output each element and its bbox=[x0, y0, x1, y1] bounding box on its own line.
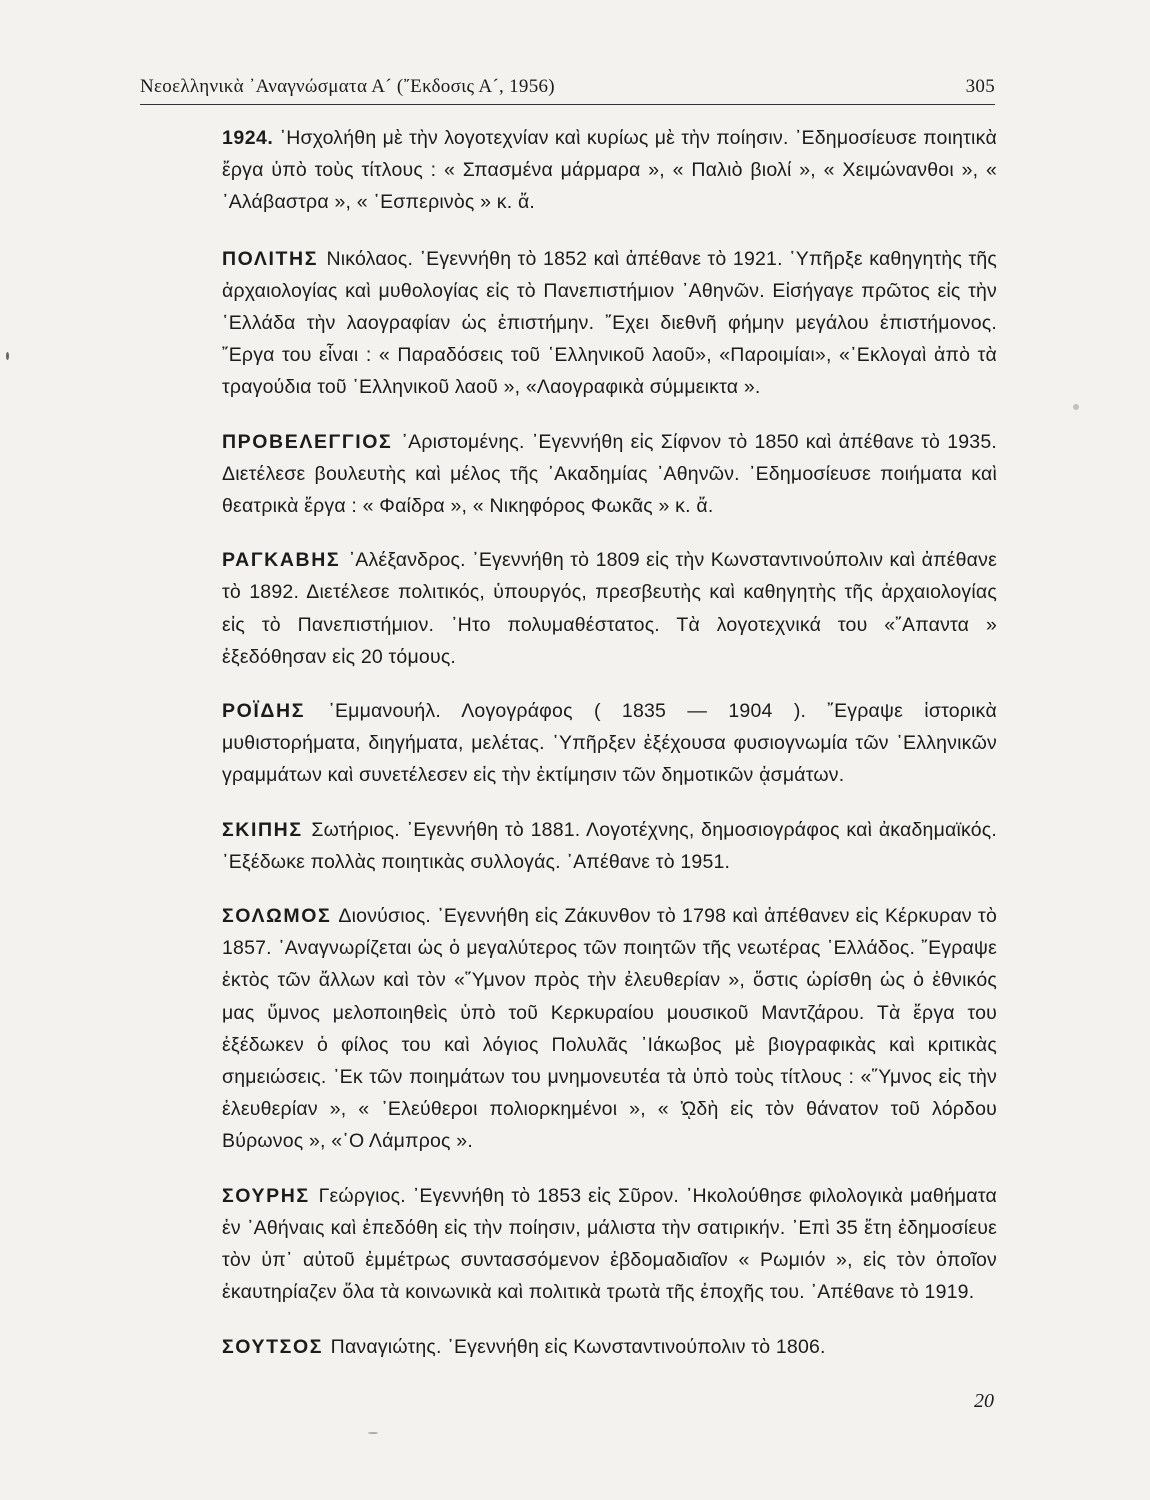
entry-name: ΣΚΙΠΗΣ bbox=[222, 818, 303, 841]
entry-text: Διονύσιος. ᾿Εγεννήθη εἰς Ζάκυνθον τὸ 1798 καὶ ἀπέθανεν εἰς Κέρκυραν τὸ 1857. ᾿Αναγνωρίζεται ὡς ὁ μεγαλύτερος τῶν ποιητῶν τῆς νεωτέρας ῾Ελλάδος. ῎Εγραψε ἐκτὸς τῶν ἄλλων καὶ τὸν «῞Υμνον πρὸς τὴν ἐλευθερίαν », ὅστις ὡρίσθη ὡς ὁ ἐθνικός μας ὕμνος μελοποιηθεὶς ὑπὸ τοῦ Κερκυραίου μουσικοῦ Μαντζάρου. Τὰ ἔργα του ἐξέδωκεν ὁ φίλος του καὶ λόγιος Πολυλᾶς ᾿Ιάκωβος μὲ βιογραφικὰς καὶ κριτικὰς σημειώσεις. ᾿Εκ τῶν ποιημάτων του μνημονευτέα τὰ ὑπὸ τοὺς τίτλους : «῞Υμνος εἰς τὴν ἐλευθερίαν », « ᾿Ελεύθεροι πολιορκημένοι », « ᾨδὴ εἰς τὸν θάνατον τοῦ λόρδου Βύρωνος », «῾Ο Λάμπρος ». bbox=[222, 905, 997, 1153]
speck bbox=[6, 352, 9, 360]
entry-text: Σωτήριος. ᾿Εγεννήθη τὸ 1881. Λογοτέχνης, δημοσιογράφος καὶ ἀκαδημαϊκός. ᾿Εξέδωκε πολλὰς ποιητικὰς συλλογάς. ᾿Απέθανε τὸ 1951. bbox=[222, 818, 998, 873]
signature-mark: 20 bbox=[974, 1390, 994, 1412]
entry-name: ΣΟΛΩΜΟΣ bbox=[222, 905, 332, 928]
running-title: Νεοελληνικὰ ᾿Αναγνώσματα Α´ (῎Εκδοσις Α´, 1956) bbox=[140, 76, 555, 97]
entry-solomos bbox=[222, 900, 997, 1158]
entry-name: ΠΡΟΒΕΛΕΓΓΙΟΣ bbox=[222, 430, 393, 453]
intro-paragraph bbox=[222, 122, 997, 219]
entry-politis bbox=[222, 243, 997, 404]
speck bbox=[1073, 404, 1079, 410]
entry-name: ΠΟΛΙΤΗΣ bbox=[222, 247, 319, 270]
entry-name: ΡΟΪΔΗΣ bbox=[222, 700, 305, 723]
entry-name: ΣΟΥΡΗΣ bbox=[222, 1184, 310, 1207]
entry-text: ᾿Αριστομένης. ᾿Εγεννήθη εἰς Σίφνον τὸ 1850 καὶ ἀπέθανε τὸ 1935. Διετέλεσε βουλευτὴς καὶ μέλος τῆς ᾿Ακαδημίας ᾿Αθηνῶν. ᾿Εδημοσίευσε ποιήματα καὶ θεατρικὰ ἔργα : « Φαίδρα », « Νικηφόρος Φωκᾶς » κ. ἄ. bbox=[222, 430, 997, 518]
running-header bbox=[140, 76, 995, 98]
entry-text: ᾿Εμμανουήλ. Λογογράφος ( 1835 — 1904 ). ῎Εγραψε ἱστορικὰ μυθιστορήματα, διηγήματα, μελέτας. ῾Υπῆρξεν ἐξέχουσα φυσιογνωμία τῶν ῾Ελληνικῶν γραμμάτων καὶ συνετέλεσεν εἰς τὴν ἐκτίμησιν τῶν δημοτικῶν ᾀσμάτων. bbox=[222, 700, 997, 787]
intro-text: ᾿Ησχολήθη μὲ τὴν λογοτεχνίαν καὶ κυρίως μὲ τὴν ποίησιν. ᾿Εδημοσίευσε ποιητικὰ ἔργα ὑπὸ τοὺς τίτλους : « Σπασμένα μάρμαρα », « Παλιὸ βιολί », « Χειμώνανθοι », « ᾿Αλάβαστρα », « ῾Εσπερινὸς » κ. ἄ. bbox=[222, 127, 997, 214]
entry-text: Νικόλαος. ᾿Εγεννήθη τὸ 1852 καὶ ἀπέθανε τὸ 1921. ῾Υπῆρξε καθηγητὴς τῆς ἀρχαιολογίας καὶ μυθολογίας εἰς τὸ Πανεπιστήμιον ᾿Αθηνῶν. Εἰσήγαγε πρῶτος εἰς τὴν ῾Ελλάδα τὴν λαογραφίαν ὡς ἐπιστήμην. ῎Εχει διεθνῆ φήμην μεγάλου ἐπιστήμονος. ῎Εργα του εἶναι : « Παραδόσεις τοῦ ῾Ελληνικοῦ λαοῦ», «Παροιμίαι», «᾿Εκλογαὶ ἀπὸ τὰ τραγούδια τοῦ ῾Ελληνικοῦ λαοῦ », «Λαογραφικὰ σύμμεικτα ». bbox=[222, 247, 998, 399]
entry-text: Γεώργιος. ᾿Εγεννήθη τὸ 1853 εἰς Σῦρον. ᾿Ηκολούθησε φιλολογικὰ μαθήματα ἐν ᾿Αθήναις καὶ ἐπεδόθη εἰς τὴν ποίησιν, μάλιστα τὴν σατιρικήν. ᾿Επὶ 35 ἔτη ἐδημοσίευε τὸν ὑπ᾿ αὐτοῦ ἐμμέτρως συντασσόμενον ἑβδομαδιαῖον « Ρωμιόν », εἰς τὸν ὁποῖον ἐκαυτηρίαζεν ὅλα τὰ κοινωνικὰ καὶ πολιτικὰ τρωτὰ τῆς ἐποχῆς του. ᾿Απέθανε τὸ 1919. bbox=[222, 1184, 997, 1304]
entry-name: ΣΟΥΤΣΟΣ bbox=[222, 1335, 324, 1358]
intro-year: 1924. bbox=[222, 127, 274, 149]
page-number: 305 bbox=[965, 76, 995, 97]
entry-provelengios bbox=[222, 426, 997, 523]
glossary-text bbox=[222, 122, 997, 1385]
entry-text: Παναγιώτης. ᾿Εγεννήθη εἰς Κωνσταντινούπολιν τὸ 1806. bbox=[330, 1335, 826, 1358]
header-rule bbox=[140, 104, 995, 105]
entry-rangavis bbox=[222, 544, 997, 673]
entry-souris bbox=[222, 1180, 997, 1309]
entry-roidis bbox=[222, 695, 997, 792]
entry-name: ΡΑΓΚΑΒΗΣ bbox=[222, 549, 341, 572]
speck bbox=[368, 1432, 378, 1434]
entry-skipis bbox=[222, 814, 997, 878]
entry-soutsos bbox=[222, 1331, 997, 1363]
entry-text: ᾿Αλέξανδρος. ᾿Εγεννήθη τὸ 1809 εἰς τὴν Κωνσταντινούπολιν καὶ ἀπέθανε τὸ 1892. Διετέλεσε πολιτικός, ὑπουργός, πρεσβευτὴς καὶ καθηγητὴς τῆς ἀρχαιολογίας εἰς τὸ Πανεπιστήμιον. ᾿Ητο πολυμαθέστατος. Τὰ λογοτεχνικά του «῎Απαντα » ἐξεδόθησαν εἰς 20 τόμους. bbox=[222, 549, 997, 668]
